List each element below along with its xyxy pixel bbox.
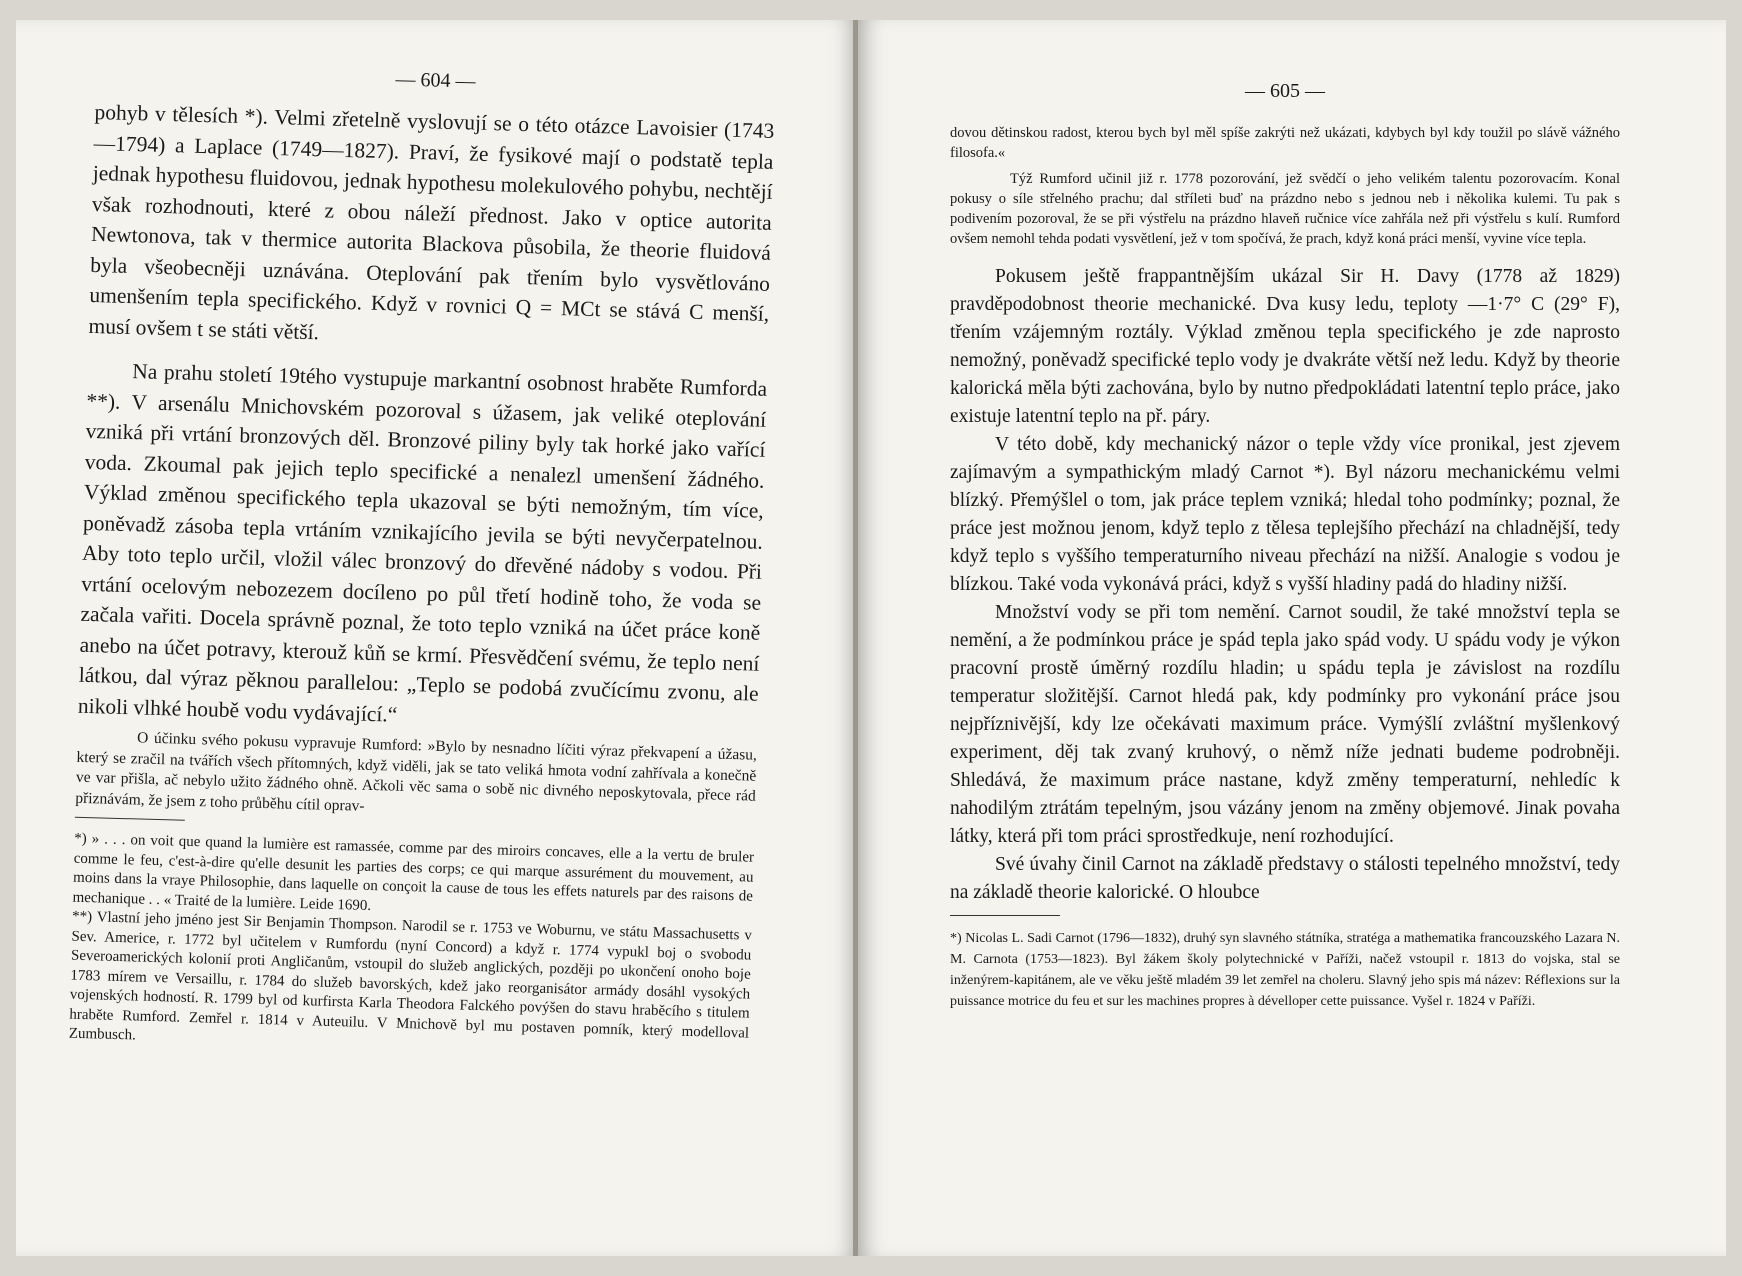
footnote-2: **) Vlastní jeho jméno jest Sir Benjamin Thompson. Narodil se r. 1753 ve Woburnu, ve státu Massachusetts v Sev. Americe, r. 1772 byl učitelem v Rumfordu (nyní Concord) a když r. 1774 vypukl boj o svobodu Severoamerických kolonií proti Angličanům, vstoupil do služeb anglických, později po ukončení onoho boje 1783 mírem ve Versaillu, r. 1784 do služeb bavorských, kdež jako reorganisátor armády dosáhl vysokých vojenských hodností. R. 1799 byl od kurfirsta Karla Theodora Falckého povýšen do stavu hraběcího s titulem hraběte Rumford. Zemřel r. 1814 v Auteuilu. V Mnichově byl mu postaven pomník, který modelloval Zumbusch.	[68, 908, 753, 1044]
page-number-right: — 605 —	[1245, 80, 1325, 102]
right-paragraph-3: Množství vody se při tom nemění. Carnot soudil, že také množství tepla se nemění, a že podmínkou práce je spád tepla jako spád vody. U spádu vody je výkon pracovní prostě úměrný rozdílu hladin; u spádu tepla je závislost na rozdílu temperatur složitější. Carnot hledá pak, kdy podmínky pro vykonání práce jsou nejpříznivější, kdy lze očekávati maximum práce. Vymýšlí zvláštní myšlenkový experiment, děj tak zvaný kruhový, o němž níže jednati budeme podrobněji. Shledává, že maximum práce nastane, když změny temperaturní, nehledíc k nahodilým ztrátám tepelným, jsou vázány jenom na změny objemové. Jinak povaha látky, která při tom práci sprostředkuje, není rozhodující.	[950, 602, 1620, 847]
footnote-rule-right	[950, 915, 1060, 916]
right-paragraph-4: Své úvahy činil Carnot na základě představy o stálosti tepelného množství, tedy na základě theorie kalorické. O hloubce	[950, 854, 1620, 903]
right-page-content	[950, 80, 1620, 1012]
right-page	[858, 20, 1726, 1256]
left-body	[78, 97, 775, 740]
left-paragraph-2: Na prahu století 19tého vystupuje markantní osobnost hraběte Rumforda **). V arsenálu Mnichovském pozoroval s úžasem, jak veliké oteplování vzniká při vrtání bronzových děl. Bronzové piliny byly tak horké jako vařící voda. Zkoumal pak jejich teplo specifické a nenalezl umenšení žádného. Výklad změnou specifického tepla ukazoval se býti nemožným, tím více, poněvadž zásoba tepla vrtáním vznikajícího jevila se býti nevyčerpatelnou. Aby toto teplo určil, vložil válec bronzový do dřevěné nádoby s vodou. Při vrtání ocelovým nebozezem docíleno po půl třetí hodině toho, že voda se začala vařiti. Docela správně poznal, že toto teplo vzniká na účet práce koně anebo na účet potravy, kterouž kůň se krmí. Přesvědčení svému, že teplo není látkou, dal výraz pěknou parallelou: „Teplo se podobá zvučícímu zvonu, ale nikoli vlhké houbě vodu vydávající.“	[77, 359, 768, 727]
rumford-quote: O účinku svého pokusu vypravuje Rumford: »Bylo by nesnadno líčiti výraz překvapení a úžasu, který se zračil na tvářích všech přítomných, když viděli, jak se tato veliká hmota vodní zahřívala a konečně ve var přišla, ač nebylo užito žádného ohně. Ačkoli věc sama o sobě nic divného neposkytovala, přece rád přiznávám, že jsem z toho průběhu cítil oprav-	[75, 729, 758, 815]
footnote-rule-left	[75, 817, 185, 821]
left-paragraph-1: pohyb v tělesích *). Velmi zřetelně vyslovují se o této otázce Lavoisier (1743—1794) a Laplace (1749—1827). Praví, že fysikové mají o podstatě tepla jednak hypothesu fluidovou, jednak hypothesu molekulového pohybu, nechtějí však rozhodnouti, které z obou náleží přednost. Jako v optice autorita Newtonova, tak v thermice autorita Blackova působila, že theorie fluidová byla všeobecněji uznávána. Oteplování pak třením bylo vysvětlováno umenšením tepla specifického. Když v rovnici Q = MCt se stává C menší, musí ovšem t se státi větší.	[88, 99, 775, 344]
rumford-gunpowder-paragraph: Týž Rumford učinil již r. 1778 pozorování, jež svědčí o jeho velikém talentu pozorovacím. Konal pokusy o síle střelného prachu; dal stříleti buď na prázdno nebo s jednou neb i několika kulemi. Tu pak s podivením pozoroval, že se při výstřelu na prázdno hlaveň ručnice více zahřála než při výstřelu s kulí. Rumford ovšem nemohl tehda podati vysvětlení, jež v tom spočívá, že prach, když koná práci menší, vyvine více tepla.	[950, 171, 1620, 247]
right-body	[950, 263, 1620, 907]
footnote-carnot: *) Nicolas L. Sadi Carnot (1796—1832), druhý syn slavného státníka, stratéga a mathematika francouzského Lazara N. M. Carnota (1753—1823). Byl žákem školy polytechnické v Paříži, načež vstoupil r. 1813 do vojska, stal se inženýrem-kapitánem, ale ve věku ještě mladém 39 let zemřel na choleru. Slavný jeho spis má název: Réflexions sur la puissance motrice du feu et sur les machines propres à dévelloper cette puissance. Vyšel r. 1824 v Paříži.	[950, 931, 1620, 1009]
page-number-left: — 604 —	[395, 68, 476, 93]
footnote-1: *) » . . . on voit que quand la lumière est ramassée, comme par des miroirs concaves, elle a la vertu de bruler comme le feu, c'est-à-dire qu'elle desunit les parties des corps; ce qui marque assurément du mouvement, au moins dans la vraye Philosophie, dans laquelle on conçoit la cause de tous les effets naturels par des raisons de mechanique . . « Traité de la lumière. Leide 1690.	[72, 830, 755, 914]
right-paragraph-1: Pokusem ještě frappantnějším ukázal Sir H. Davy (1778 až 1829) pravděpodobnost theorie mechanické. Dva kusy ledu, teploty —1·7° C (29° F), třením vzájemným roztály. Výklad změnou tepla specifického je zde naprosto nemožný, poněvadž specifické teplo vody je dvakráte větší než ledu. Když by theorie kalorická měla býti zachována, bylo by nutno předpokládati latentní teplo práce, jako existuje latentní teplo na př. páry.	[950, 266, 1620, 427]
quote-continuation: dovou dětinskou radost, kterou bych byl měl spíše zakrýti než ukázati, kdybych byl kdy toužil po slávě vážného filosofa.«	[950, 125, 1620, 161]
right-paragraph-2: V této době, kdy mechanický názor o teple vždy více pronikal, jest zjevem zajímavým a sympathickým mladý Carnot *). Byl názoru mechanickému velmi blízký. Přemýšlel o tom, jak práce teplem vzniká; hledal toho podmínky; poznal, že práce jest možnou jenom, když teplo z tělesa teplejšího přechází na chladnější, tedy když teplo s vyššího temperaturního niveau přechází na nižší. Analogie s vodou je blízkou. Také voda vykonává práci, když s vyšší hladiny padá do hladiny nižší.	[950, 434, 1620, 595]
left-page	[16, 20, 858, 1256]
left-page-content	[69, 60, 776, 1063]
